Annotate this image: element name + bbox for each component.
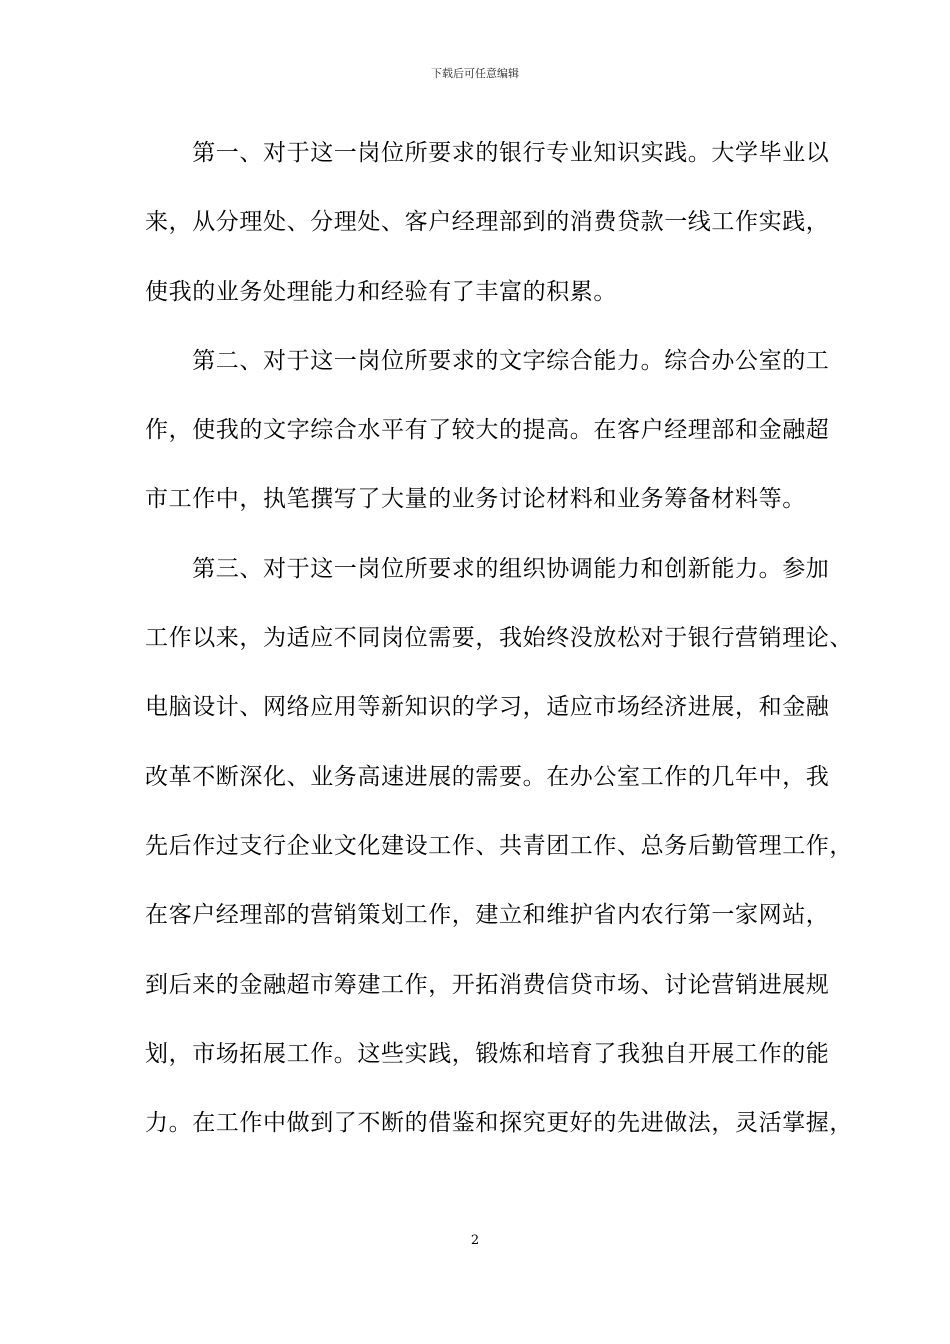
body-line: 电脑设计、网络应用等新知识的学习，适应市场经济进展，和金融 [145,694,830,721]
body-line: 工作以来，为适应不同岗位需要，我始终没放松对于银行营销理论、 [145,625,853,652]
body-line: 力。在工作中做到了不断的借鉴和探究更好的先进做法，灵活掌握， [145,1110,853,1137]
body-line: 使我的业务处理能力和经验有了丰富的积累。 [145,278,617,305]
body-line: 改革不断深化、业务高速进展的需要。在办公室工作的几年中，我 [145,763,830,790]
body-line: 第二、对于这一岗位所要求的文字综合能力。综合办公室的工 [145,347,830,374]
page-header: 下载后可任意编辑 [431,67,519,80]
body-line: 来，从分理处、分理处、客户经理部到的消费贷款一线工作实践， [145,209,830,236]
body-line: 划，市场拓展工作。这些实践，锻炼和培育了我独自开展工作的能 [145,1040,830,1067]
body-line: 到后来的金融超市筹建工作，开拓消费信贷市场、讨论营销进展规 [145,971,830,998]
body-line: 先后作过支行企业文化建设工作、共青团工作、总务后勤管理工作， [145,832,853,859]
body-line: 在客户经理部的营销策划工作，建立和维护省内农行第一家网站， [145,902,830,929]
body-line: 市工作中，执笔撰写了大量的业务讨论材料和业务筹备材料等。 [145,486,806,513]
page-number: 2 [470,1233,480,1248]
document-body [145,128,853,1167]
body-line: 第一、对于这一岗位所要求的银行专业知识实践。大学毕业以 [145,140,830,166]
body-line: 作，使我的文字综合水平有了较大的提高。在客户经理部和金融超 [145,417,830,444]
body-line: 第三、对于这一岗位所要求的组织协调能力和创新能力。参加 [145,555,830,582]
